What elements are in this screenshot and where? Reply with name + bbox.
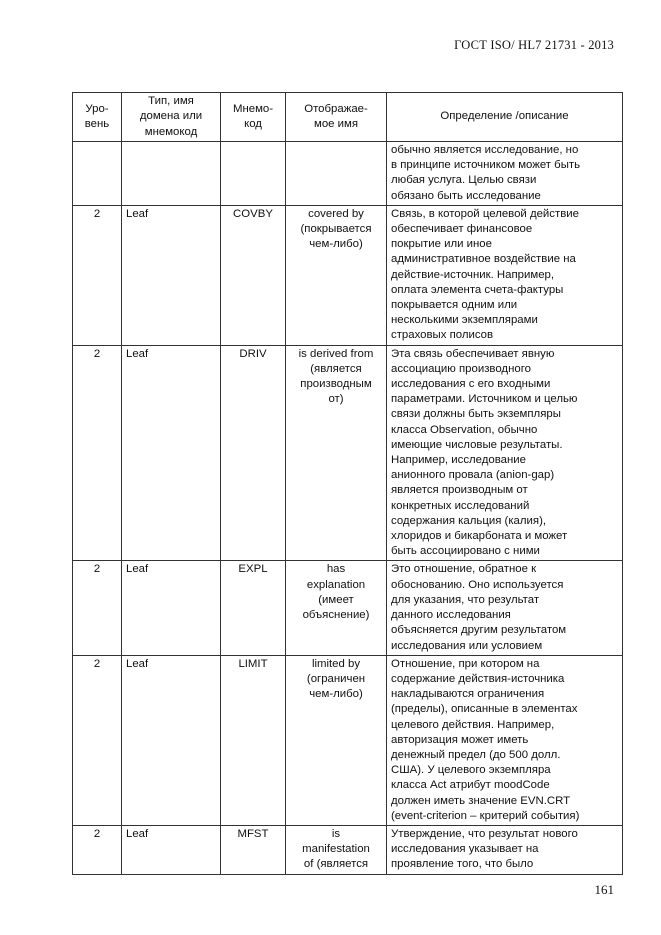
cell-display-name: [286, 142, 387, 206]
text-line: имеющие числовые результаты.: [391, 438, 563, 451]
text-line: связи должны быть экземпляры: [391, 408, 561, 421]
text-line: чем-либо): [309, 238, 363, 251]
cell-code: DRIV: [221, 345, 286, 561]
cell-code: COVBY: [221, 205, 286, 345]
text-line: Отношение, при котором на: [391, 657, 540, 670]
text-line: действие-источник. Например,: [391, 268, 555, 281]
text-line: ассоциацию производного: [391, 362, 531, 375]
text-line: Тип, имя: [148, 95, 194, 108]
text-line: is derived from: [298, 347, 374, 360]
text-line: explanation: [306, 578, 366, 591]
text-line: объясняется другим результатом: [391, 624, 567, 637]
text-line: of (является: [303, 858, 369, 871]
cell-code: MFST: [221, 825, 286, 874]
cell-code: LIMIT: [221, 655, 286, 825]
column-header-code: [221, 93, 286, 142]
text-line: класса Observation, обычно: [391, 423, 538, 436]
text-line: исследования с его входными: [391, 378, 551, 391]
column-header-type: [122, 93, 221, 142]
text-line: (event-criterion – критерий события): [391, 809, 580, 822]
text-line: данного исследования: [391, 609, 511, 622]
cell-code: [221, 142, 286, 206]
definitions-table: [72, 92, 623, 875]
text-line: обязано быть исследование: [391, 189, 541, 202]
cell-level: [73, 142, 122, 206]
text-line: Это отношение, обратное к: [391, 563, 537, 576]
text-line: Эта связь обеспечивает явную: [391, 347, 555, 360]
cell-display-name: [286, 345, 387, 561]
text-line: авторизация может иметь: [391, 733, 529, 746]
table-row: [73, 561, 623, 655]
text-line: covered by: [308, 207, 364, 220]
text-line: содержание действия-источника: [391, 672, 565, 685]
page-number: 161: [594, 882, 614, 897]
text-line: мое имя: [313, 118, 359, 130]
text-line: limited by: [311, 657, 361, 670]
cell-display-name: [286, 825, 387, 874]
text-line: обычно является исследование, но: [391, 144, 579, 156]
cell-definition: [387, 205, 623, 345]
text-line: должен иметь значение EVN.CRT: [391, 794, 571, 807]
text-line: анионного провала (anion-gap): [391, 469, 555, 482]
text-line: проявление того, что было: [391, 858, 534, 871]
text-line: вень: [84, 118, 110, 130]
text-line: содержания кальция (калия),: [391, 514, 547, 527]
cell-level: 2: [73, 655, 122, 825]
text-line: от): [328, 393, 344, 406]
cell-display-name: [286, 655, 387, 825]
text-line: исследования или условием: [391, 639, 543, 652]
cell-level: 2: [73, 825, 122, 874]
text-line: денежный предел (до 500 долл.: [391, 748, 561, 761]
text-line: Определение /описание: [440, 110, 569, 123]
text-line: Связь, в которой целевой действие: [391, 207, 579, 220]
cell-level: 2: [73, 561, 122, 655]
cell-type: Leaf: [122, 561, 221, 655]
table-row: [73, 205, 623, 345]
cell-definition: [387, 142, 623, 206]
table-row: [73, 825, 623, 874]
cell-definition: [387, 655, 623, 825]
text-line: (ограничен: [306, 672, 366, 685]
table-row: [73, 142, 623, 206]
text-line: параметрами. Источником и целью: [391, 393, 578, 406]
cell-code: EXPL: [221, 561, 286, 655]
cell-definition: [387, 825, 623, 874]
document-header: ГОСТ ISO/ HL7 21731 - 2013: [454, 38, 614, 52]
text-line: Например, исследование: [391, 454, 526, 467]
text-line: чем-либо): [309, 688, 363, 701]
cell-type: Leaf: [122, 655, 221, 825]
text-line: has: [326, 563, 346, 576]
text-line: (пределы), описанные в элементах: [391, 703, 578, 716]
text-line: (имеет: [318, 593, 354, 606]
text-line: оплата элемента счета-фактуры: [391, 283, 564, 296]
text-line: в принципе источником может быть: [391, 159, 581, 172]
text-line: несколькими экземплярами: [391, 314, 538, 327]
text-line: исследования указывает на: [391, 843, 539, 856]
text-line: целевого действия. Например,: [391, 718, 555, 731]
cell-level: 2: [73, 345, 122, 561]
text-line: Отображае-: [304, 102, 368, 115]
text-line: Уро-: [85, 102, 109, 115]
cell-type: Leaf: [122, 205, 221, 345]
column-header-display-name: [286, 93, 387, 142]
text-line: мнемокод: [144, 125, 198, 138]
text-line: для указания, что результат: [391, 593, 540, 606]
cell-definition: [387, 561, 623, 655]
text-line: обеспечивает финансовое: [391, 223, 533, 236]
text-line: страховых полисов: [391, 329, 494, 342]
text-line: обоснованию. Оно используется: [391, 578, 564, 591]
text-line: административное воздействие на: [391, 253, 576, 266]
text-line: код: [244, 118, 262, 130]
text-line: класса Act атрибут moodCode: [391, 779, 550, 792]
text-line: производным: [300, 378, 372, 391]
table-header-row: [73, 93, 623, 142]
text-line: is: [331, 827, 341, 840]
cell-type: [122, 142, 221, 206]
text-line: быть ассоциировано с ними: [391, 545, 540, 558]
text-line: manifestation: [302, 843, 370, 856]
table-row: [73, 345, 623, 561]
cell-type: Leaf: [122, 825, 221, 874]
text-line: объяснение): [302, 609, 370, 622]
text-line: (является: [310, 362, 362, 375]
cell-display-name: [286, 561, 387, 655]
text-line: накладываются ограничения: [391, 688, 545, 701]
cell-definition: [387, 345, 623, 561]
text-line: (покрывается: [300, 223, 372, 236]
text-line: Утверждение, что результат нового: [391, 827, 578, 840]
text-line: покрывается одним или: [391, 299, 518, 312]
text-line: является производным от: [391, 484, 528, 497]
column-header-definition: [387, 93, 623, 142]
table-row: [73, 655, 623, 825]
text-line: Мнемо-: [232, 102, 274, 115]
column-header-level: [73, 93, 122, 142]
text-line: любая услуга. Целью связи: [391, 174, 537, 187]
text-line: домена или: [139, 110, 203, 123]
cell-type: Leaf: [122, 345, 221, 561]
text-line: конкретных исследований: [391, 499, 530, 512]
cell-level: 2: [73, 205, 122, 345]
cell-display-name: [286, 205, 387, 345]
text-line: хлоридов и бикарбоната и может: [391, 530, 568, 543]
text-line: США). У целевого экземпляра: [391, 764, 551, 777]
text-line: покрытие или иное: [391, 238, 492, 251]
